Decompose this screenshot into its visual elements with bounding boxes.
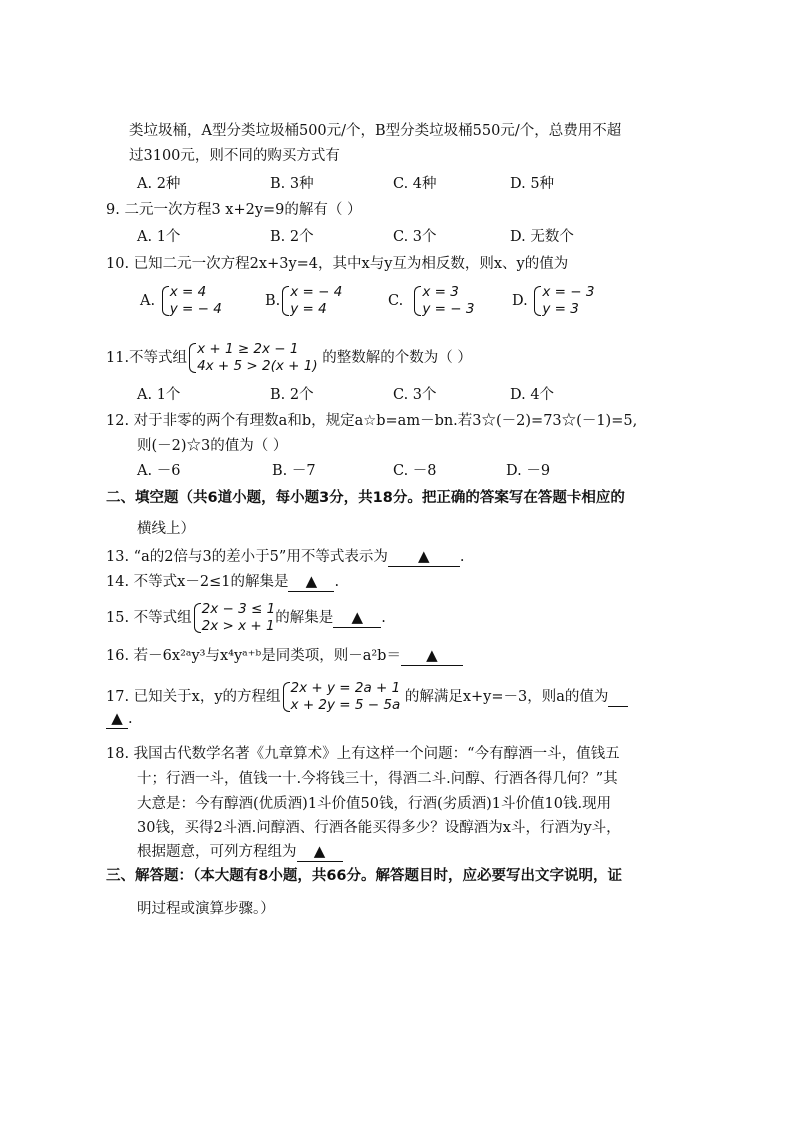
triangle-icon: ▲ — [418, 547, 430, 565]
q17-eq2: x + 2y = 5 − 5a — [290, 697, 401, 713]
q13-end: . — [459, 549, 465, 565]
q12-option-a: A. －6 — [137, 463, 181, 479]
q11-option-b: B. 2个 — [270, 387, 314, 403]
q11-eq1: x + 1 ≥ 2x − 1 — [197, 341, 299, 357]
q18-line4: 30钱，买得2斗酒.问醇酒、行酒各能买得多少？设醇酒为x斗，行酒为y斗， — [137, 820, 621, 836]
q16-answer-blank — [401, 646, 463, 666]
q10-a-eq1: x = 4 — [169, 284, 207, 300]
q15-eq2: 2x > x + 1 — [201, 618, 275, 634]
q10-a-eq2: y = − 4 — [169, 301, 222, 317]
q9-option-a: A. 1个 — [137, 229, 181, 245]
q9-option-b: B. 2个 — [270, 229, 314, 245]
q10-d-eq2: y = 3 — [542, 301, 579, 317]
q17-suffix: 的解满足x+y=－3，则a的值为 — [404, 689, 609, 705]
q9-option-d: D. 无数个 — [510, 229, 574, 245]
q9-stem: 9. 二元一次方程3 x+2y=9的解有（ ） — [106, 202, 362, 218]
q10-system-c — [412, 284, 474, 318]
q14-end: . — [334, 574, 340, 590]
q10-b-eq2: y = 4 — [290, 301, 327, 317]
triangle-icon: ▲ — [351, 608, 363, 626]
q10-stem: 10. 已知二元一次方程2x+3y=4，其中x与y互为相反数，则x、y的值为 — [106, 256, 569, 272]
q17-system — [281, 680, 401, 714]
q12-option-d: D. －9 — [506, 463, 551, 479]
q8-line2: 过3100元，则不同的购买方式有 — [129, 148, 340, 164]
q10-system-a — [160, 284, 222, 318]
q17-answer-blank-start — [608, 688, 628, 707]
section3-heading-line1: 三、解答题：（本大题有8小题，共66分。解答题目时，应必要写出文字说明，证 — [106, 868, 623, 884]
q15-end: . — [381, 610, 386, 626]
q9-option-c: C. 3个 — [393, 229, 437, 245]
q14-line — [106, 572, 339, 592]
triangle-icon: ▲ — [426, 646, 438, 664]
q17-answer-blank — [106, 709, 128, 729]
q16-line — [106, 646, 463, 666]
q16-text: 16. 若－6x²ᵃy³与x⁴yᵃ⁺ᵇ是同类项，则－a²b＝ — [106, 648, 401, 664]
q11-eq2: 4x + 5 > 2(x + 1) — [197, 358, 318, 374]
q10-option-a — [140, 284, 222, 318]
q10-option-c — [388, 284, 474, 318]
q17-prefix: 17. 已知关于x，y的方程组 — [106, 689, 281, 705]
q18-line3: 大意是：今有醇酒(优质酒)1斗价值50钱，行酒(劣质酒)1斗价值10钱.现用 — [137, 796, 612, 812]
q18-line5 — [137, 842, 343, 862]
q8-line1: 类垃圾桶，A型分类垃圾桶500元/个，B型分类垃圾桶550元/个，总费用不超 — [129, 123, 622, 139]
q17-line — [106, 680, 628, 714]
section3-heading-line2: 明过程或演算步骤。） — [137, 901, 275, 917]
triangle-icon: ▲ — [313, 842, 326, 860]
q14-text: 14. 不等式x－2≤1的解集是 — [106, 574, 289, 590]
q10-b-eq1: x = − 4 — [290, 284, 343, 300]
q15-system — [192, 601, 276, 635]
triangle-icon: ▲ — [305, 572, 318, 590]
q8-option-a: A. 2种 — [137, 176, 181, 192]
q11-suffix: 的整数解的个数为（ ） — [322, 350, 472, 366]
q18-line1: 18. 我国古代数学名著《九章算术》上有这样一个问题：“今有醇酒一斗，值钱五 — [106, 746, 620, 762]
q17-end: . — [128, 711, 133, 727]
q17-eq1: 2x + y = 2a + 1 — [290, 680, 401, 696]
q11-option-c: C. 3个 — [393, 387, 437, 403]
q10-c-eq2: y = − 3 — [422, 301, 475, 317]
triangle-icon: ▲ — [111, 709, 123, 727]
q18-answer-blank — [297, 842, 343, 862]
q10-label-c: C. — [388, 293, 404, 309]
q11-system — [187, 341, 318, 375]
q15-suffix: 的解集是 — [275, 610, 334, 626]
q10-option-d — [512, 284, 594, 318]
q17-line2 — [106, 709, 133, 729]
q18-line2: 十；行酒一斗，值钱一十.今将钱三十，得酒二斗.问醇、行酒各得几何？”其 — [137, 771, 618, 787]
q8-option-c: C. 4种 — [393, 176, 437, 192]
q15-eq1: 2x − 3 ≤ 1 — [201, 601, 276, 617]
q10-label-d: D. — [512, 293, 528, 309]
q11-option-d: D. 4个 — [510, 387, 555, 403]
q10-system-b — [280, 284, 342, 318]
q10-label-b: B. — [265, 293, 281, 309]
section2-heading-line2: 横线上） — [137, 521, 195, 537]
q12-option-b: B. －7 — [272, 463, 316, 479]
q10-c-eq1: x = 3 — [422, 284, 459, 300]
q12-line1: 12. 对于非零的两个有理数a和b，规定a☆b=am－bn.若3☆(－2)=73☆(－1)=5, — [106, 413, 638, 429]
q10-d-eq1: x = − 3 — [542, 284, 595, 300]
q15-line — [106, 601, 386, 635]
q10-label-a: A. — [140, 293, 156, 309]
q13-line — [106, 547, 464, 567]
q11-option-a: A. 1个 — [137, 387, 181, 403]
q12-line2: 则(－2)☆3的值为（ ） — [137, 438, 288, 454]
q13-text: 13. “a的2倍与3的差小于5”用不等式表示为 — [106, 549, 388, 565]
q8-option-d: D. 5种 — [510, 176, 555, 192]
section2-heading-line1: 二、填空题（共6道小题，每小题3分，共18分。把正确的答案写在答题卡相应的 — [106, 490, 625, 506]
q12-option-c: C. －8 — [393, 463, 437, 479]
q18-last-text: 根据题意，可列方程组为 — [137, 844, 297, 860]
q10-system-d — [532, 284, 594, 318]
q10-option-b — [265, 284, 342, 318]
q13-answer-blank — [388, 547, 460, 567]
q15-answer-blank — [333, 608, 381, 628]
q8-option-b: B. 3种 — [270, 176, 314, 192]
q11-prefix: 11.不等式组 — [106, 350, 188, 366]
q15-prefix: 15. 不等式组 — [106, 610, 192, 626]
q11-stem — [106, 341, 472, 375]
q14-answer-blank — [288, 572, 334, 592]
